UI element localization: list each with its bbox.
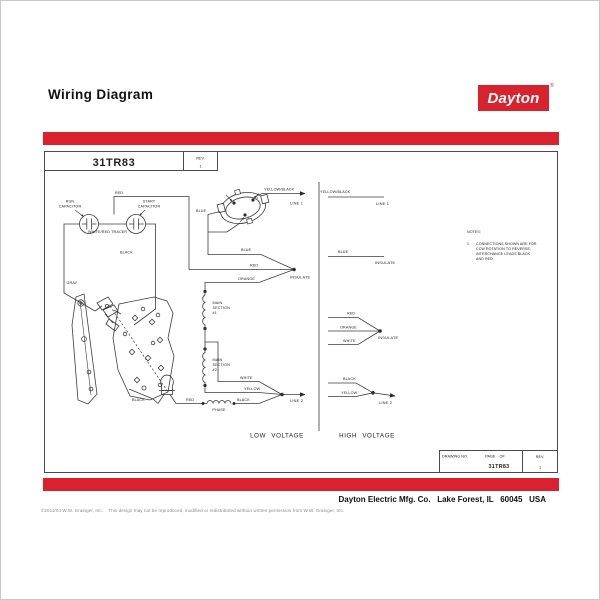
dayton-logo xyxy=(478,85,549,111)
start-capacitor-label-line2: CAPACITOR xyxy=(137,204,161,209)
hv-line2-label: LINE 2 xyxy=(379,399,393,405)
high-voltage-connections xyxy=(320,190,399,405)
centrifugal-switch-drawing xyxy=(72,294,174,404)
drawing-no-value: 31TR83 xyxy=(488,464,510,470)
hv-label-blue: BLUE xyxy=(338,249,349,254)
main2-label-line2: SECTION xyxy=(212,363,230,367)
thermal-protector-symbol xyxy=(158,375,176,403)
red-accent-bar-bottom xyxy=(43,478,559,491)
main1-label-line2: SECTION xyxy=(212,306,230,310)
notes-line-4: AND RED. xyxy=(476,257,494,261)
hv-insulate1-label: INSULATE xyxy=(375,259,396,265)
main2-label-line1: MAIN xyxy=(212,358,223,362)
phase-label: PHASE xyxy=(212,407,226,412)
title-block-bottom xyxy=(440,451,558,473)
notes-item-number: 1. xyxy=(467,242,471,246)
run-capacitor-label-line2: CAPACITOR xyxy=(58,204,82,209)
main-winding-1-coil xyxy=(203,290,207,330)
wire-label-orange: ORANGE xyxy=(238,276,255,281)
notes-line-2: CCW ROTATION TO REVERSE, xyxy=(476,247,532,251)
hv-label-black: BLACK xyxy=(343,376,356,381)
notes-line-3: INTERCHANGE LEADS BLACK xyxy=(476,252,531,256)
main1-label-line1: MAIN xyxy=(212,301,223,305)
main-winding-2-coil xyxy=(203,347,207,387)
wiring-diagram-drawing xyxy=(44,151,558,473)
run-capacitor-leader xyxy=(75,210,84,217)
notes-block xyxy=(467,230,537,261)
wire-label-blue: BLUE xyxy=(241,248,252,252)
hv-insulate2-label: INSULATE xyxy=(378,334,399,340)
wire-label-red-bottom: RED xyxy=(186,397,195,402)
wire-label-white: WHITE xyxy=(240,375,253,380)
rev-label-bottom: REV. xyxy=(535,455,545,459)
dayton-logo-text: Dayton xyxy=(487,89,540,107)
run-capacitor-label-line1: RUN xyxy=(65,199,75,204)
rev-label: REV. xyxy=(196,156,205,161)
gray-wire xyxy=(64,224,95,311)
title-block-top xyxy=(45,152,218,171)
insulate-junction-hv xyxy=(378,329,382,333)
hv-label-yellow: YELLOW xyxy=(341,390,358,395)
start-capacitor-leader xyxy=(140,210,146,216)
rev-value: 1 xyxy=(199,164,202,169)
low-voltage-label: LOW VOLTAGE xyxy=(250,432,304,440)
phase-coil xyxy=(207,401,231,404)
wire-label-black-protector: BLACK xyxy=(132,397,145,402)
wire-label-yellow: YELLOW xyxy=(244,386,261,391)
wire-label-blue-switch: BLUE xyxy=(196,208,207,213)
page-of-label: PAGE OF xyxy=(485,454,505,459)
wire-label-black: BLACK xyxy=(120,250,133,255)
rev-value-bottom: 1 xyxy=(538,465,542,470)
copyright-notice: ©2011/04 W.W. Grainger, Inc. This design may not be reproduced, modified or redistributed without written permission from W.W. Grainger, Inc. xyxy=(41,508,345,513)
red-accent-bar-top xyxy=(43,132,559,145)
wire-label-white-red-tracer: WHITE/RED TRACER xyxy=(88,229,128,234)
hv-label-orange: ORANGE xyxy=(340,325,357,330)
registered-trademark-icon: ® xyxy=(550,83,554,89)
page-title: Wiring Diagram xyxy=(48,87,154,102)
hv-label-red: RED xyxy=(347,311,356,316)
switch-terminal-1: 1 xyxy=(256,196,259,200)
drawing-number: 31TR83 xyxy=(92,157,136,169)
hv-line1-label: LINE 1 xyxy=(376,200,390,206)
main2-label-line3: #2 xyxy=(212,368,217,372)
drawing-no-label: DRAWING NO. xyxy=(442,454,469,459)
switch-terminal-2: 2 xyxy=(247,215,250,220)
wire-label-gray: GRAY xyxy=(66,281,78,285)
notes-line-1: CONNECTIONS SHOWN ARE FOR xyxy=(476,242,537,246)
wire-label-yellow-black: YELLOW/BLACK xyxy=(264,187,295,192)
start-capacitor-symbol xyxy=(127,215,146,234)
switch-terminal-3: 3 xyxy=(230,198,232,203)
line1-label-lv: LINE 1 xyxy=(290,200,304,206)
high-voltage-label: HIGH VOLTAGE xyxy=(339,432,395,440)
start-capacitor-label-line1: START xyxy=(142,199,156,204)
company-address-line: Dayton Electric Mfg. Co. Lake Forest, IL 60045 USA xyxy=(338,495,546,504)
wire-label-red-top: RED xyxy=(115,190,124,195)
insulate-junction-lv xyxy=(292,268,296,272)
switch-bottom-wire xyxy=(208,223,240,232)
main1-label-line3: #1 xyxy=(212,311,217,315)
notes-heading: NOTES: xyxy=(467,230,481,234)
line2-label-lv: LINE 2 xyxy=(290,397,304,403)
hv-label-white: WHITE xyxy=(343,338,356,343)
wire-label-red: RED xyxy=(250,263,259,268)
hv-label-yellow-black: YELLOW/BLACK xyxy=(320,189,351,194)
wire-label-black-bottom: BLACK xyxy=(237,397,250,402)
insulate-label-lv: INSULATE xyxy=(290,274,311,280)
